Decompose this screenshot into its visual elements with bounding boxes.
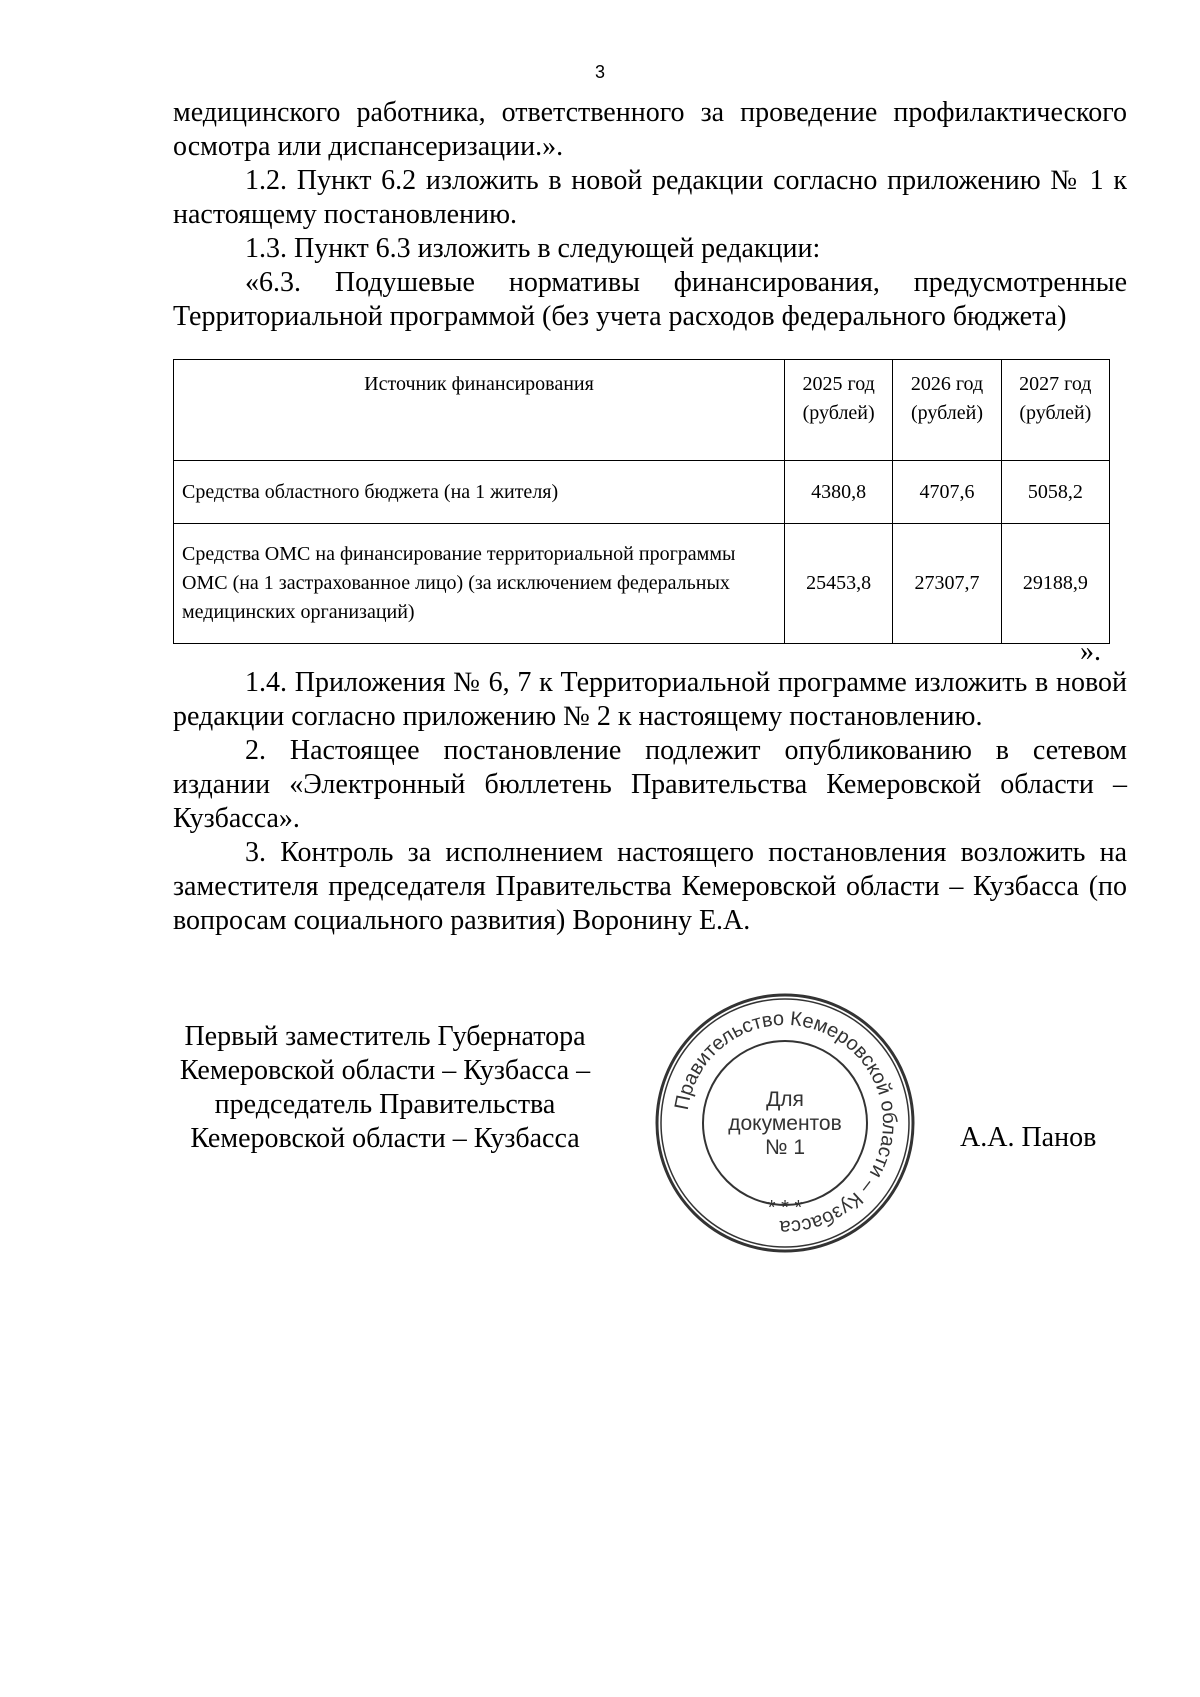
paragraph-1-2: 1.2. Пункт 6.2 изложить в новой редакции согласно приложению № 1 к настоящему постановлению. bbox=[173, 165, 1127, 230]
signature-line: Кемеровской области – Кузбасса – bbox=[179, 1055, 591, 1086]
seal-stars: * * * bbox=[767, 1197, 803, 1219]
paragraph-1-3: 1.3. Пункт 6.3 изложить в следующей редакции: bbox=[245, 233, 821, 264]
closing-quote: ». bbox=[1080, 636, 1101, 667]
table-cell-value: 5058,2 bbox=[1001, 461, 1109, 524]
paragraph-continuation: медицинского работника, ответственного за проведение профилактического осмотра или диспансеризации.». bbox=[173, 97, 1127, 162]
table-header-source: Источник финансирования bbox=[174, 360, 785, 461]
page-number: 3 bbox=[594, 62, 605, 82]
seal-graphic bbox=[650, 988, 920, 1258]
table-cell-value: 27307,7 bbox=[893, 524, 1001, 644]
seal-center-line: документов bbox=[728, 1112, 842, 1135]
body-text-top bbox=[173, 96, 1127, 334]
signature-line: Кемеровской области – Кузбасса bbox=[190, 1123, 580, 1154]
table-cell-value: 4707,6 bbox=[893, 461, 1001, 524]
body-text-bottom bbox=[173, 666, 1127, 938]
seal-center-line: № 1 bbox=[764, 1136, 806, 1159]
table-cell-source: Средства областного бюджета (на 1 жителя) bbox=[174, 461, 785, 524]
table-cell-value: 4380,8 bbox=[785, 461, 893, 524]
official-seal-stamp bbox=[650, 988, 920, 1258]
signature-position bbox=[165, 1020, 605, 1156]
seal-center-line: Для bbox=[766, 1088, 804, 1111]
table-row bbox=[174, 524, 1110, 644]
table-cell-value: 25453,8 bbox=[785, 524, 893, 644]
table-header-row bbox=[174, 360, 1110, 461]
table-header-2025: 2025 год (рублей) bbox=[785, 360, 893, 461]
paragraph-3: 3. Контроль за исполнением настоящего постановления возложить на заместителя председателя Правительства Кемеровской области – Кузбасса (по вопросам социального развития) Воронину Е.А. bbox=[173, 837, 1127, 936]
signer-name: А.А. Панов bbox=[960, 1122, 1097, 1153]
financing-table bbox=[173, 359, 1110, 644]
paragraph-2: 2. Настоящее постановление подлежит опубликованию в сетевом издании «Электронный бюллетень Правительства Кемеровской области – Кузбасса». bbox=[173, 735, 1127, 834]
paragraph-1-4: 1.4. Приложения № 6, 7 к Территориальной программе изложить в новой редакции согласно приложению № 2 к настоящему постановлению. bbox=[173, 667, 1127, 732]
table-header-2026: 2026 год (рублей) bbox=[893, 360, 1001, 461]
paragraph-6-3-quote: «6.3. Подушевые нормативы финансирования, предусмотренные Территориальной программой (без учета расходов федерального бюджета) bbox=[173, 267, 1127, 332]
table-row bbox=[174, 461, 1110, 524]
seal-ring-textpath: Правительство Кемеровской области – Кузбасса bbox=[670, 1007, 901, 1239]
signature-line: Первый заместитель Губернатора bbox=[184, 1021, 586, 1052]
table-header-2027: 2027 год (рублей) bbox=[1001, 360, 1109, 461]
signature-line: председатель Правительства bbox=[214, 1089, 556, 1120]
table-cell-value: 29188,9 bbox=[1001, 524, 1109, 644]
table-cell-source: Средства ОМС на финансирование территориальной программы ОМС (на 1 застрахованное лицо) (за исключением федеральных медицинских организаций) bbox=[174, 524, 785, 644]
